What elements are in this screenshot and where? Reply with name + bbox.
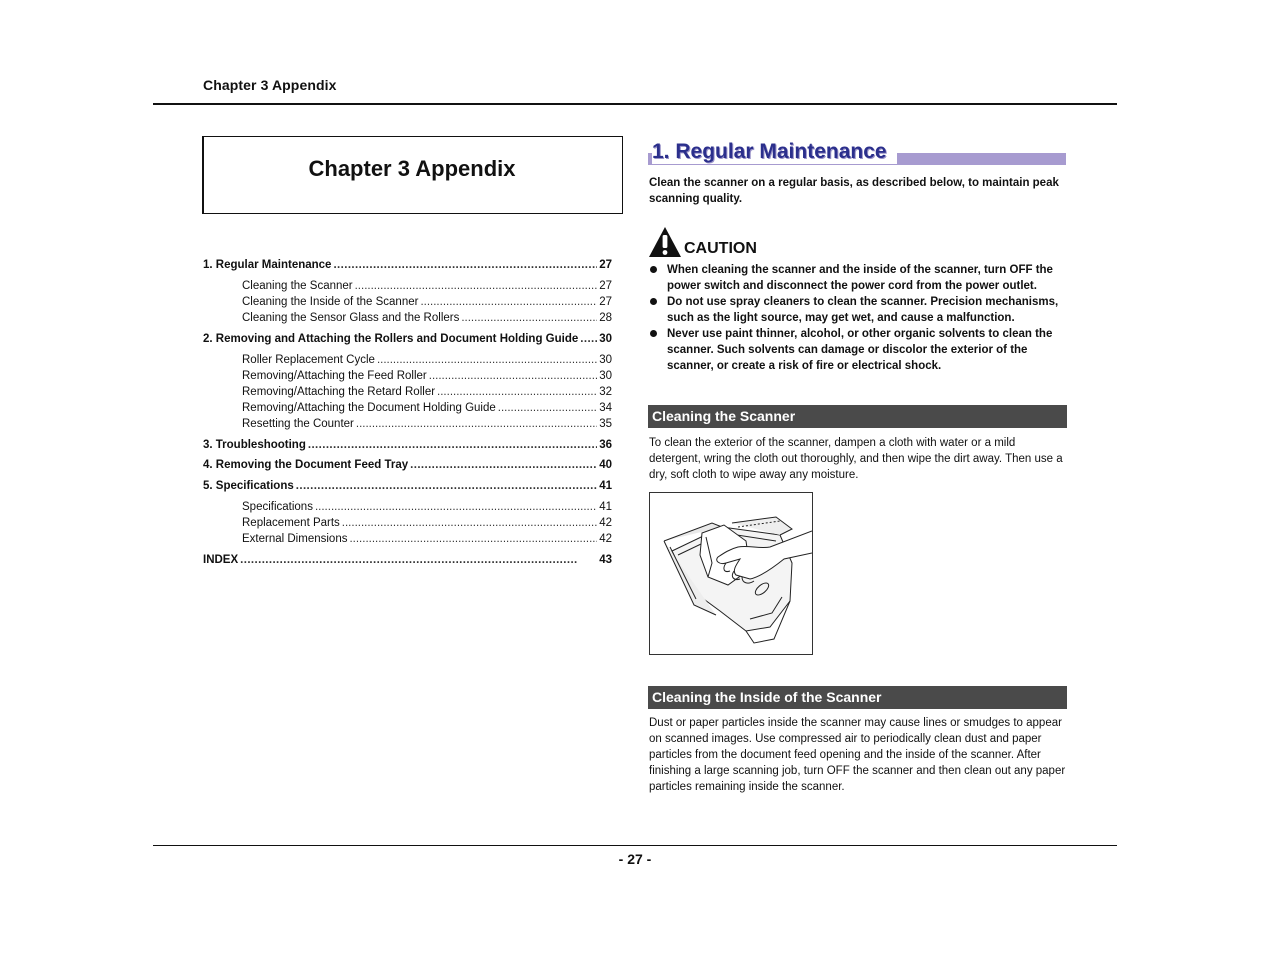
toc-entry-label: Cleaning the Scanner bbox=[242, 280, 353, 292]
caution-list bbox=[649, 262, 1069, 374]
toc-entry-page: 30 bbox=[599, 333, 612, 345]
page-number: - 27 - bbox=[618, 851, 652, 867]
toc-entry-label: 1. Regular Maintenance bbox=[203, 259, 332, 271]
toc-entry-label: Specifications bbox=[242, 501, 313, 513]
toc-leader-dots bbox=[420, 296, 597, 308]
caution-label: CAUTION bbox=[684, 240, 757, 257]
caution-item bbox=[649, 326, 1069, 374]
cleaning-inside-body: Dust or paper particles inside the scanner may cause lines or smudges to appear on scanned images. Use compressed air to periodically clean dust and paper particles from the document feed opening and the inside of the scanner. After finishing a large scanning job, turn OFF the scanner and then clean out any paper particles remaining inside the scanner. bbox=[649, 717, 1066, 793]
toc-entry-page: 42 bbox=[599, 517, 612, 529]
toc-leader-dots bbox=[498, 402, 597, 414]
toc-leader-dots bbox=[355, 280, 598, 292]
toc-entry-page: 32 bbox=[599, 386, 612, 398]
toc-entry-label: Cleaning the Inside of the Scanner bbox=[242, 296, 419, 308]
subheading-cleaning-inside bbox=[648, 686, 1067, 709]
toc-leader-dots bbox=[315, 501, 597, 513]
toc-entry[interactable] bbox=[203, 439, 612, 451]
toc-entry-page: 40 bbox=[599, 459, 612, 471]
toc-leader-dots bbox=[410, 459, 597, 471]
subheading-text: Cleaning the Inside of the Scanner bbox=[652, 689, 882, 705]
bullet-icon bbox=[650, 298, 657, 305]
toc-entry[interactable] bbox=[203, 480, 612, 492]
toc-entry-label: 4. Removing the Document Feed Tray bbox=[203, 459, 409, 471]
cleaning-scanner-body: To clean the exterior of the scanner, dampen a cloth with water or a mild detergent, wring the cloth out thoroughly, and then wipe the dirt away. Then use a dry, soft cloth to wipe away any moisture. bbox=[649, 437, 1063, 481]
toc-entry[interactable] bbox=[203, 459, 612, 471]
toc-entry-label: Roller Replacement Cycle bbox=[242, 354, 375, 366]
toc-leader-dots bbox=[437, 386, 597, 398]
toc-entry[interactable] bbox=[242, 418, 612, 430]
caution-item-text: Do not use spray cleaners to clean the scanner. Precision mechanisms, such as the light source, may get wet, and cause a malfunction. bbox=[667, 296, 1059, 324]
caution-item-text: Never use paint thinner, alcohol, or other organic solvents to clean the scanner. Such solvents can damage or discolor the exterior of the scanner, or create a risk of fire or electrical shock. bbox=[667, 328, 1053, 372]
bullet-icon bbox=[650, 330, 657, 337]
toc-entry[interactable] bbox=[242, 370, 612, 382]
subheading-cleaning-scanner bbox=[648, 405, 1067, 428]
toc-entry-page: 30 bbox=[599, 354, 612, 366]
toc-entry[interactable] bbox=[242, 296, 612, 308]
toc-entry-label: INDEX bbox=[203, 554, 239, 566]
toc-entry-page: 41 bbox=[599, 501, 612, 513]
toc-entry-page: 27 bbox=[599, 296, 612, 308]
subheading-text: Cleaning the Scanner bbox=[652, 408, 796, 424]
toc-entry-page: 34 bbox=[599, 402, 612, 414]
toc-entry-label: Cleaning the Sensor Glass and the Rollers bbox=[242, 312, 460, 324]
toc-entry-page: 27 bbox=[599, 280, 612, 292]
section-title: 1. Regular Maintenance bbox=[652, 140, 897, 164]
toc-entry[interactable] bbox=[242, 533, 612, 545]
toc-entry-page: 28 bbox=[599, 312, 612, 324]
chapter-title: Chapter 3 Appendix bbox=[308, 156, 516, 181]
toc-entry[interactable] bbox=[242, 517, 612, 529]
toc-leader-dots bbox=[333, 259, 597, 271]
running-header: Chapter 3 Appendix bbox=[203, 77, 337, 93]
header-rule bbox=[153, 103, 1117, 105]
toc-entry-page: 27 bbox=[599, 259, 612, 271]
toc-leader-dots bbox=[349, 533, 597, 545]
toc-entry[interactable] bbox=[242, 402, 612, 414]
toc-leader-dots bbox=[461, 312, 597, 324]
toc-entry[interactable] bbox=[242, 501, 612, 513]
toc-leader-dots bbox=[580, 333, 597, 345]
section-intro: Clean the scanner on a regular basis, as described below, to maintain peak scanning quality. bbox=[649, 177, 1059, 205]
scanner-cleaning-illustration bbox=[649, 492, 813, 655]
toc-entry[interactable] bbox=[242, 354, 612, 366]
toc-entry-label: Removing/Attaching the Feed Roller bbox=[242, 370, 427, 382]
toc-entry-page: 43 bbox=[599, 554, 612, 566]
toc-entry-page: 35 bbox=[599, 418, 612, 430]
toc-entry[interactable] bbox=[242, 312, 612, 324]
toc-entry[interactable] bbox=[203, 259, 612, 271]
toc-entry-label: External Dimensions bbox=[242, 533, 348, 545]
toc-leader-dots bbox=[429, 370, 597, 382]
toc-entry-label: 5. Specifications bbox=[203, 480, 294, 492]
section-heading bbox=[648, 140, 1066, 166]
toc-leader-dots bbox=[356, 418, 597, 430]
toc-entry[interactable] bbox=[203, 554, 612, 566]
caution-item-text: When cleaning the scanner and the inside of the scanner, turn OFF the power switch and disconnect the power cord from the power outlet. bbox=[667, 264, 1053, 292]
toc-entry-page: 42 bbox=[599, 533, 612, 545]
toc-leader-dots bbox=[308, 439, 597, 451]
toc-entry-label: 2. Removing and Attaching the Rollers and Document Holding Guide bbox=[203, 333, 579, 345]
toc-leader-dots bbox=[342, 517, 597, 529]
toc-leader-dots bbox=[377, 354, 597, 366]
toc-entry-label: Resetting the Counter bbox=[242, 418, 354, 430]
toc-entry[interactable] bbox=[242, 386, 612, 398]
toc-entry-page: 36 bbox=[599, 439, 612, 451]
toc-entry[interactable] bbox=[242, 280, 612, 292]
footer-rule bbox=[153, 845, 1117, 846]
toc-leader-dots bbox=[296, 480, 597, 492]
toc-entry-label: Removing/Attaching the Document Holding Guide bbox=[242, 402, 496, 414]
toc-entry-label: Replacement Parts bbox=[242, 517, 340, 529]
bullet-icon bbox=[650, 266, 657, 273]
warning-icon bbox=[648, 226, 682, 258]
toc-entry[interactable] bbox=[203, 333, 612, 345]
caution-item bbox=[649, 262, 1069, 294]
toc-entry-page: 41 bbox=[599, 480, 612, 492]
toc-entry-label: 3. Troubleshooting bbox=[203, 439, 306, 451]
toc-leader-dots bbox=[240, 554, 597, 566]
caution-item bbox=[649, 294, 1069, 326]
toc-entry-label: Removing/Attaching the Retard Roller bbox=[242, 386, 436, 398]
toc-entry-page: 30 bbox=[599, 370, 612, 382]
